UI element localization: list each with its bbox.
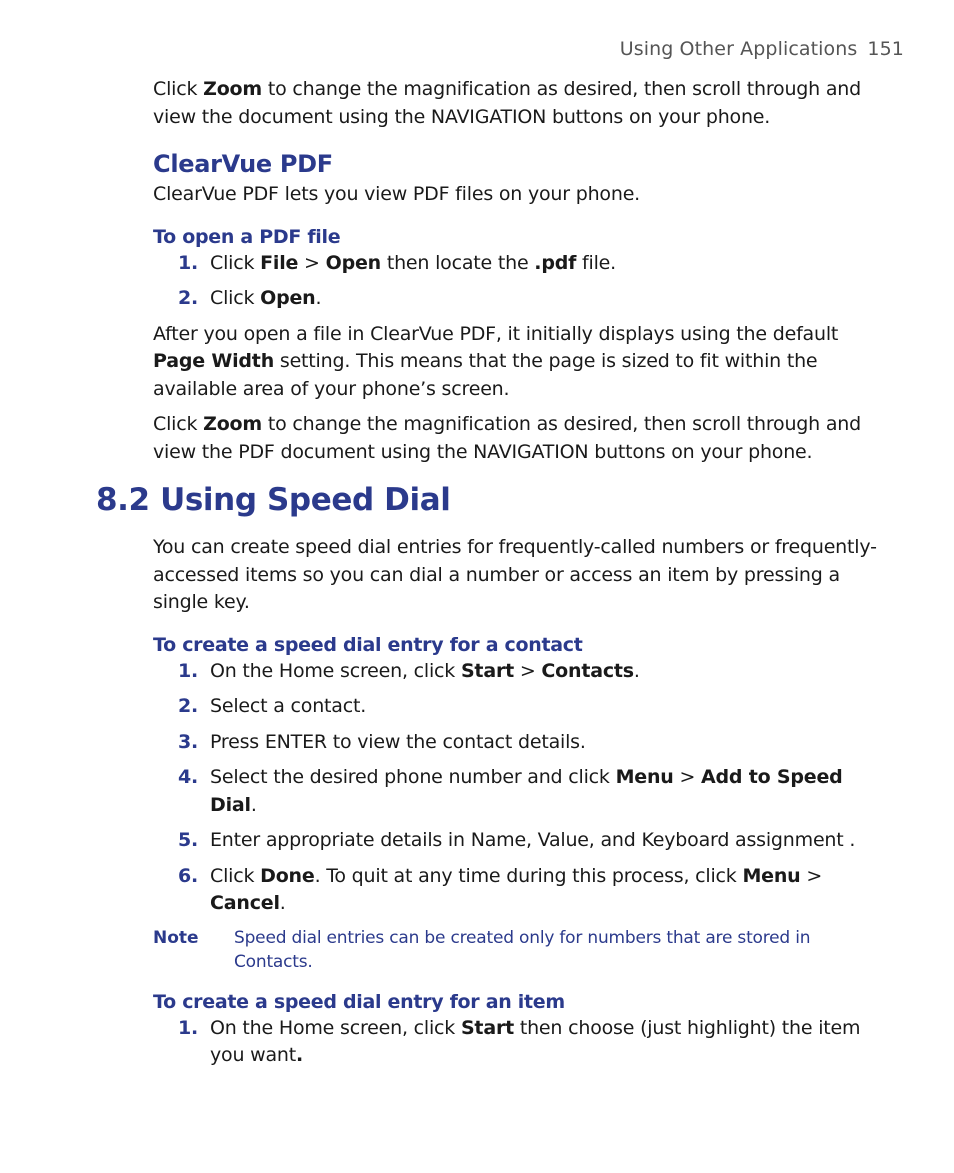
text-run: then locate the (381, 251, 535, 274)
bold-term: .pdf (534, 251, 577, 274)
text-run: setting. This means that the page is sized to fit within the available area of your phone’s screen. (153, 350, 818, 400)
bold-term: File (260, 251, 299, 274)
bold-term: Start (460, 1016, 514, 1039)
text-run: Select a contact. (210, 695, 367, 717)
open-pdf-steps (153, 250, 883, 313)
text-run: Click (210, 287, 261, 309)
bold-term: Add to Speed Dial (210, 766, 843, 816)
after-open-paragraph (153, 321, 883, 404)
text-run: Click (153, 413, 204, 435)
text-run: . (250, 793, 257, 816)
text-run: . (315, 287, 322, 309)
step-number: 2. (178, 695, 199, 717)
page-content (96, 76, 883, 1078)
text-run: After you open a file in ClearVue PDF, it initially displays using the default (153, 322, 839, 345)
note-text: Speed dial entries can be created only for numbers that are stored in Contacts. (234, 927, 811, 972)
note-label: Note (153, 927, 199, 948)
list-item (153, 693, 883, 721)
bold-term: Cancel (210, 892, 280, 914)
step-number: 3. (178, 730, 199, 753)
list-item (153, 863, 883, 918)
step-number: 4. (178, 766, 199, 788)
bold-term: Open (260, 287, 316, 309)
text-run: Press ENTER to view the contact details. (210, 730, 586, 753)
bold-term: Contacts (541, 659, 634, 682)
bold-term-zoom: Zoom (203, 78, 263, 100)
list-item (153, 285, 883, 313)
speed-dial-intro: You can create speed dial entries for frequently-called numbers or frequently-accessed items so you can dial a number or access an item by pressing a single key. (153, 536, 877, 613)
text-run: > (673, 766, 702, 788)
contact-steps (153, 658, 883, 918)
text-run: Click (210, 864, 261, 887)
step-number: 1. (178, 251, 199, 274)
note-box (153, 926, 883, 974)
procedure-title-open-pdf: To open a PDF file (153, 225, 341, 248)
step-number: 5. (178, 829, 199, 851)
running-header-title: Using Other Applications (619, 38, 858, 60)
text-run: Enter appropriate details in Name, Value, and Keyboard assignment . (210, 829, 856, 851)
item-steps (153, 1015, 883, 1070)
text-run: to change the magnification as desired, then scroll through and view the PDF document using the NAVIGATION buttons on your phone. (153, 413, 861, 463)
list-item (153, 250, 883, 278)
text-run: . (633, 659, 640, 682)
list-item (153, 1015, 883, 1070)
text-run: Click (210, 251, 261, 274)
chapter-heading-speed-dial: 8.2 Using Speed Dial (96, 482, 451, 518)
clearvue-description: ClearVue PDF lets you view PDF files on your phone. (153, 183, 641, 205)
bold-term: Menu (615, 766, 674, 788)
text-run: file. (576, 251, 617, 274)
text-run: > (514, 659, 542, 682)
text-run: Click (153, 78, 204, 100)
bold-term: Start (460, 659, 514, 682)
bold-term: . (296, 1044, 304, 1066)
procedure-title-item: To create a speed dial entry for an item (153, 990, 565, 1013)
list-item (153, 764, 883, 819)
zoom-paragraph (153, 76, 883, 131)
text-run: On the Home screen, click (210, 1016, 461, 1039)
bold-term: Done (260, 864, 315, 887)
text-run: . (279, 892, 286, 914)
section-heading-clearvue: ClearVue PDF (153, 150, 333, 178)
text-run: to change the magnification as desired, then scroll through and view the document using the NAVIGATION buttons on your phone. (153, 78, 861, 128)
text-run: . To quit at any time during this process, click (314, 864, 743, 887)
list-item (153, 658, 883, 686)
text-run: > (298, 251, 326, 274)
text-run: then choose (just highlight) the item you want (210, 1016, 861, 1066)
procedure-title-contact: To create a speed dial entry for a contact (153, 633, 583, 656)
step-number: 1. (178, 659, 199, 682)
step-number: 1. (178, 1016, 199, 1039)
bold-term: Page Width (153, 350, 275, 372)
pdf-zoom-paragraph (153, 411, 883, 466)
page-number: 151 (867, 38, 904, 60)
bold-term: Menu (742, 864, 801, 887)
bold-term: Open (325, 251, 381, 274)
list-item (153, 827, 883, 855)
running-header (620, 38, 904, 60)
text-run: On the Home screen, click (210, 659, 461, 682)
bold-term: Zoom (203, 413, 263, 435)
step-number: 2. (178, 287, 199, 309)
text-run: > (800, 864, 823, 887)
step-number: 6. (178, 864, 199, 887)
list-item (153, 729, 883, 757)
text-run: Select the desired phone number and click (210, 766, 616, 788)
